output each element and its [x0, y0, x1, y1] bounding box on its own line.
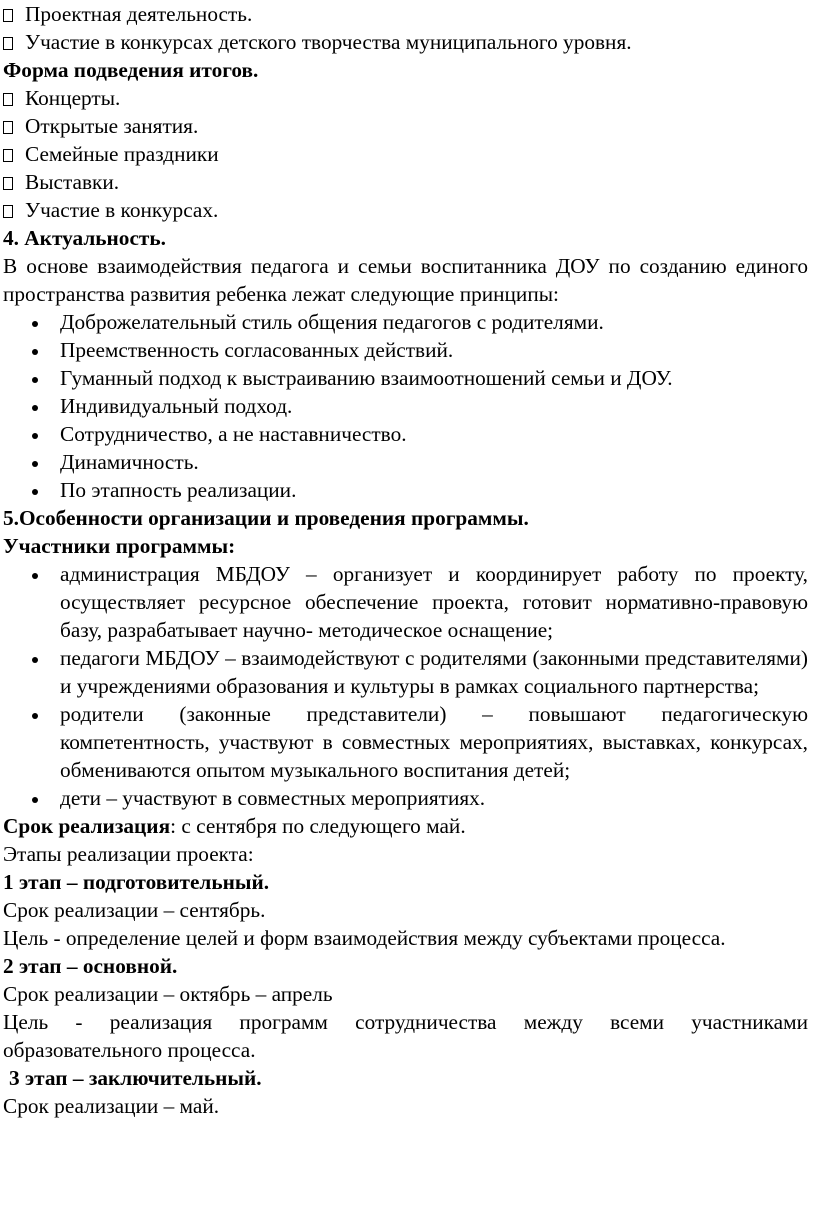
term-value: : с сентября по следующего май.	[170, 814, 466, 838]
list-item: Доброжелательный стиль общения педагогов с родителями.	[3, 308, 808, 336]
list-item: администрация МБДОУ – организует и координирует работу по проекту, осуществляет ресурсное обеспечение проекта, готовит нормативно-правовую базу, разрабатывает научно- методическое оснащение;	[3, 560, 808, 644]
term-line	[3, 812, 808, 840]
checklist-item: Проектная деятельность.	[3, 0, 808, 28]
stage2-goal: Цель - реализация программ сотрудничества между всеми участниками образовательного процесса.	[3, 1010, 808, 1062]
list-item: Преемственность согласованных действий.	[3, 336, 808, 364]
checkbox-glyph-icon	[3, 0, 25, 28]
stage2-title: 2 этап – основной.	[3, 954, 178, 978]
list-item: дети – участвуют в совместных мероприятиях.	[3, 784, 808, 812]
list-item: Гуманный подход к выстраиванию взаимоотношений семьи и ДОУ.	[3, 364, 808, 392]
principles-list	[3, 308, 808, 504]
stage1-title: 1 этап – подготовительный.	[3, 870, 270, 894]
stage1-goal: Цель - определение целей и форм взаимодействия между субъектами процесса.	[3, 926, 726, 950]
term-label: Срок реализация	[3, 814, 171, 838]
relevance-heading: 4. Актуальность.	[3, 226, 166, 250]
stages-intro: Этапы реализации проекта:	[3, 842, 254, 866]
participants-heading: Участники программы:	[3, 534, 236, 558]
results-item: Концерты.	[3, 84, 808, 112]
checkbox-glyph-icon	[3, 112, 25, 140]
relevance-intro: В основе взаимодействия педагога и семьи воспитанника ДОУ по созданию единого пространства развития ребенка лежат следующие принципы:	[3, 254, 808, 306]
checkbox-glyph-icon	[3, 140, 25, 168]
list-item: Сотрудничество, а не наставничество.	[3, 420, 808, 448]
checkbox-glyph-icon	[3, 28, 25, 56]
list-item: родители (законные представители) – повышают педагогическую компетентность, участвуют в совместных мероприятиях, выставках, конкурсах, обмениваются опытом музыкального воспитания детей;	[3, 700, 808, 784]
results-heading: Форма подведения итогов.	[3, 58, 259, 82]
stage2-term: Срок реализации – октябрь – апрель	[3, 982, 333, 1006]
checklist-item: Участие в конкурсах детского творчества муниципального уровня.	[3, 28, 808, 56]
checkbox-glyph-icon	[3, 84, 25, 112]
results-item: Выставки.	[3, 168, 808, 196]
stage1-term: Срок реализации – сентябрь.	[3, 898, 266, 922]
checkbox-glyph-icon	[3, 168, 25, 196]
stage3-title: 3 этап – заключительный.	[9, 1066, 262, 1090]
results-item: Открытые занятия.	[3, 112, 808, 140]
program-heading: 5.Особенности организации и проведения программы.	[3, 506, 529, 530]
list-item: Индивидуальный подход.	[3, 392, 808, 420]
stage3-term: Срок реализации – май.	[3, 1094, 220, 1118]
list-item: педагоги МБДОУ – взаимодействуют с родителями (законными представителями) и учреждениями образования и культуры в рамках социального партнерства;	[3, 644, 808, 700]
results-item: Семейные праздники	[3, 140, 808, 168]
participants-list	[3, 560, 808, 812]
checkbox-glyph-icon	[3, 196, 25, 224]
list-item: По этапность реализации.	[3, 476, 808, 504]
results-item: Участие в конкурсах.	[3, 196, 808, 224]
list-item: Динамичность.	[3, 448, 808, 476]
